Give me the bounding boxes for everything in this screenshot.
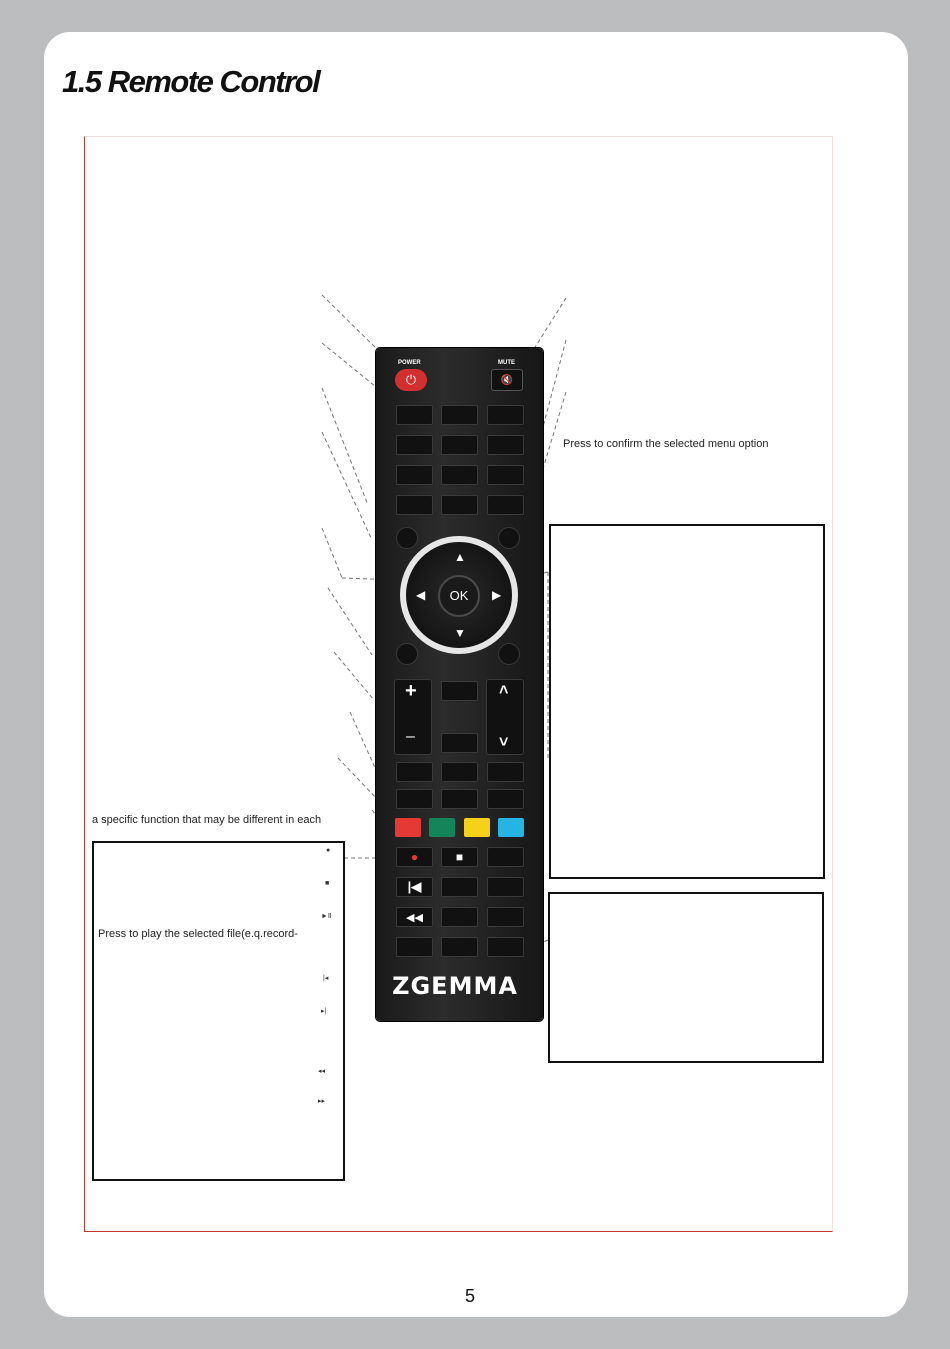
record-button[interactable]	[396, 847, 433, 867]
stop-button[interactable]	[441, 847, 478, 867]
previous-symbol-icon: |◂	[323, 975, 329, 982]
rewind-icon: ◀◀	[406, 912, 423, 924]
stop-icon: ■	[455, 850, 464, 864]
left-arrow-icon[interactable]: ◀	[416, 588, 426, 602]
info-round-button[interactable]	[498, 527, 520, 549]
power-icon: ⏻	[405, 372, 417, 387]
number-key[interactable]	[441, 405, 478, 425]
next-symbol-icon: ▸|	[321, 1008, 327, 1015]
play-callout: Press to play the selected file(e.q.record-	[98, 928, 298, 940]
number-key[interactable]	[441, 465, 478, 485]
function-key[interactable]	[441, 937, 478, 957]
stop-symbol-icon: ■	[325, 880, 330, 887]
function-key[interactable]	[487, 762, 524, 782]
media-key[interactable]	[441, 877, 478, 897]
number-key[interactable]	[441, 435, 478, 455]
previous-icon: |◀	[407, 879, 422, 894]
function-key[interactable]	[441, 681, 478, 701]
rewind-button[interactable]	[396, 907, 433, 927]
function-key[interactable]	[441, 789, 478, 809]
forward-symbol-icon: ▸▸	[318, 1098, 326, 1105]
red-key[interactable]	[395, 818, 421, 837]
volume-rocker[interactable]	[394, 679, 432, 755]
navigation-callout-box	[549, 524, 825, 879]
number-key[interactable]	[487, 405, 524, 425]
record-icon: ●	[410, 850, 419, 864]
media-key[interactable]	[487, 847, 524, 867]
channel-down-icon[interactable]: ˅	[499, 734, 509, 751]
ok-button[interactable]: OK	[438, 575, 480, 617]
function-key[interactable]	[487, 937, 524, 957]
channel-rocker[interactable]	[486, 679, 524, 755]
right-arrow-icon[interactable]: ▶	[492, 588, 502, 602]
down-arrow-icon[interactable]: ▼	[454, 626, 466, 640]
play-pause-symbol-icon: ►Ⅱ	[321, 913, 332, 920]
page-title: 1.5 Remote Control	[62, 64, 320, 99]
yellow-key[interactable]	[464, 818, 490, 837]
media-key[interactable]	[487, 907, 524, 927]
menu-round-button[interactable]	[396, 527, 418, 549]
function-key[interactable]	[487, 495, 524, 515]
number-key[interactable]	[441, 495, 478, 515]
exit-round-button[interactable]	[396, 643, 418, 665]
function-callout-box	[548, 892, 824, 1063]
function-key[interactable]	[441, 733, 478, 753]
number-key[interactable]	[396, 435, 433, 455]
function-key[interactable]	[396, 937, 433, 957]
mute-icon: 🔇	[500, 375, 514, 386]
media-callout-box	[92, 841, 345, 1181]
power-button[interactable]	[395, 369, 427, 391]
channel-up-icon[interactable]: ˄	[499, 682, 509, 699]
power-label: POWER	[398, 360, 421, 366]
function-key[interactable]	[396, 495, 433, 515]
number-key[interactable]	[396, 405, 433, 425]
volume-up-icon[interactable]: +	[405, 680, 417, 702]
record-symbol-icon: ●	[326, 847, 331, 854]
blue-key[interactable]	[498, 818, 524, 837]
number-key[interactable]	[487, 465, 524, 485]
function-key[interactable]	[396, 762, 433, 782]
color-keys-callout: a specific function that may be different in each	[92, 814, 322, 826]
mute-label: MUTE	[498, 360, 515, 366]
media-key[interactable]	[487, 877, 524, 897]
number-key[interactable]	[487, 435, 524, 455]
ok-callout: Press to confirm the selected menu option	[563, 438, 769, 450]
function-key[interactable]	[487, 789, 524, 809]
number-key[interactable]	[396, 465, 433, 485]
rewind-symbol-icon: ◂◂	[318, 1068, 326, 1075]
mute-button[interactable]	[491, 369, 523, 391]
epg-round-button[interactable]	[498, 643, 520, 665]
function-key[interactable]	[441, 762, 478, 782]
function-key[interactable]	[396, 789, 433, 809]
brand-logo: ZGEMMA	[392, 972, 518, 1000]
page-number: 5	[465, 1286, 476, 1306]
up-arrow-icon[interactable]: ▲	[454, 550, 466, 564]
previous-button[interactable]	[396, 877, 433, 897]
volume-down-icon[interactable]: –	[406, 728, 415, 745]
green-key[interactable]	[429, 818, 455, 837]
media-key[interactable]	[441, 907, 478, 927]
